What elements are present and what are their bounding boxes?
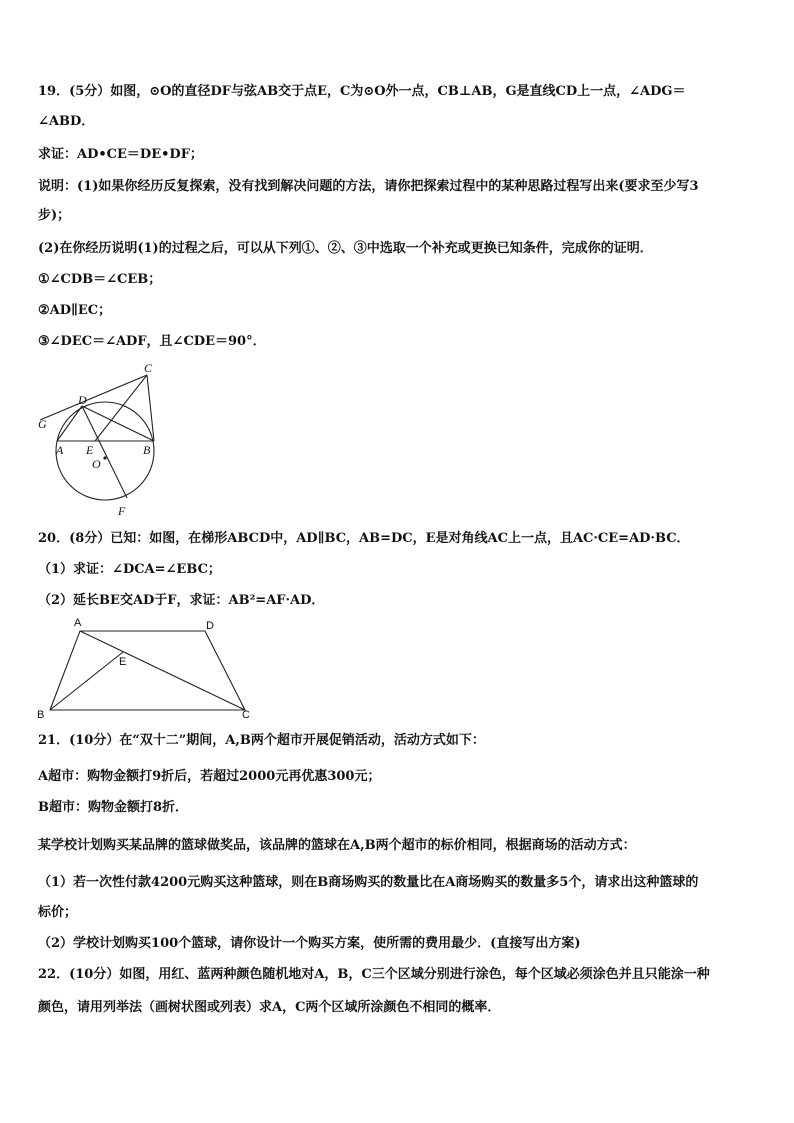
label-a: A bbox=[56, 443, 64, 457]
q22-stem-line1: 22．(10分）如图，用红、蓝两种颜色随机地对A，B，C三个区域分别进行涂色，每个区域必须涂色并且只能涂一种 bbox=[38, 967, 710, 982]
label-g: G bbox=[38, 417, 47, 431]
trapezoid-abcd bbox=[50, 631, 245, 710]
q21-part-1-line1: （1）若一次性付款4200元购买这种篮球，则在B商场购买的数量比在A商场购买的数量多5个，请求出这种篮球的 bbox=[38, 875, 699, 890]
q21-context: 某学校计划购买某品牌的篮球做奖品，该品牌的篮球在A,B两个超市的标价相同，根据商场的活动方式： bbox=[38, 838, 636, 853]
label-b: B bbox=[143, 443, 151, 457]
diagonal-ac bbox=[80, 631, 245, 710]
q19-option-3: ③∠DEC＝∠ADF，且∠CDE＝90°． bbox=[38, 334, 266, 349]
q19-note-line2: 步)； bbox=[38, 208, 71, 223]
label-b: B bbox=[37, 709, 45, 721]
label-e: E bbox=[119, 656, 127, 668]
line-gc bbox=[40, 375, 147, 420]
q21-part-1-line2: 标价； bbox=[38, 905, 78, 920]
label-a: A bbox=[74, 617, 82, 629]
label-f: F bbox=[118, 504, 126, 518]
q21-supermarket-a: A超市：购物金额打9折后，若超过2000元再优惠300元； bbox=[38, 769, 381, 784]
q19-stem-line1: 19．(5分）如图，⊙O的直径DF与弦AB交于点E，C为⊙O外一点，CB⊥AB，G是直线CD上一点，∠ADG＝ bbox=[38, 84, 686, 99]
q19-option-2: ②AD∥EC； bbox=[38, 303, 112, 318]
q19-note2: (2)在你经历说明(1)的过程之后，可以从下列①、②、③中选取一个补充或更换已知条件，完成你的证明． bbox=[38, 241, 653, 256]
q20-trapezoid-figure bbox=[30, 612, 260, 722]
segment-cb bbox=[147, 375, 154, 441]
q20-part-1: （1）求证：∠DCA=∠EBC； bbox=[38, 562, 221, 577]
q21-part-2: （2）学校计划购买100个篮球，请你设计一个购买方案，使所需的费用最少．(直接写出方案) bbox=[38, 936, 581, 951]
q22-stem-line2: 颜色，请用列举法（画树状图或列表）求A，C两个区域所涂颜色不相同的概率． bbox=[38, 1000, 501, 1015]
q19-stem-line2: ∠ABD． bbox=[38, 114, 95, 129]
q21-stem: 21．(10分）在“双十二”期间，A,B两个超市开展促销活动，活动方式如下： bbox=[38, 733, 485, 748]
q19-circle-figure bbox=[30, 358, 170, 518]
q21-supermarket-b: B超市：购物金额打8折． bbox=[38, 800, 189, 815]
label-c: C bbox=[242, 709, 250, 721]
segment-ec bbox=[95, 375, 147, 441]
label-d: D bbox=[78, 393, 87, 407]
q20-part-2: （2）延长BE交AD于F，求证：AB²=AF·AD． bbox=[38, 593, 325, 608]
center-point bbox=[103, 456, 106, 459]
label-e: E bbox=[86, 443, 94, 457]
label-c: C bbox=[144, 361, 153, 375]
label-o: O bbox=[92, 457, 101, 471]
label-d: D bbox=[206, 620, 214, 632]
q20-stem: 20．(8分）已知：如图，在梯形ABCD中，AD∥BC，AB=DC，E是对角线AC上一点，且AC·CE=AD·BC． bbox=[38, 531, 690, 546]
q19-prove: 求证：AD•CE＝DE•DF； bbox=[38, 147, 203, 162]
q19-option-1: ①∠CDB＝∠CEB； bbox=[38, 272, 162, 287]
q19-note-line1: 说明：(1)如果你经历反复探索，没有找到解决问题的方法，请你把探索过程中的某种思路过程写出来(要求至少写3 bbox=[38, 179, 699, 194]
